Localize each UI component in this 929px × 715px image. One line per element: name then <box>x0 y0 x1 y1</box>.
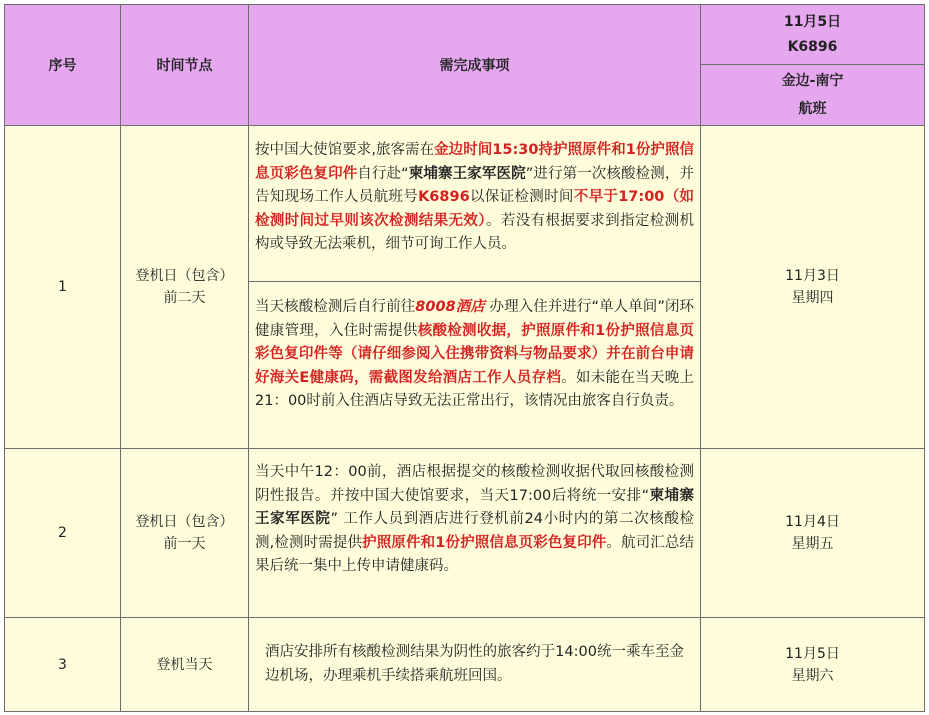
row1-para1-s7: 以保证检测时间 <box>469 189 574 205</box>
header-route-text: 金边-南宁 <box>781 73 844 89</box>
row3-time <box>120 617 249 712</box>
row2-date-text: 11月4日 <box>785 514 840 530</box>
row1-para2 <box>249 296 700 414</box>
row1-time <box>120 125 249 449</box>
row2-para-s1: 当天中午12：00前，酒店根据提交的核酸检测收据代取回核酸检测阴性报告。并按中国大使馆要求，当天17:00后将统一安排“ <box>255 464 694 504</box>
row2-task <box>248 448 701 618</box>
row2-date <box>700 448 925 618</box>
header-time-label: 时间节点 <box>156 58 213 74</box>
row1-para2-s4: 核酸检测收据，护照原件和1份护照信息页彩色复印件等（请仔细参阅入住携带资料与物品要求）并在前台申请好海关E健康码，需截图发给酒店工作人员存档 <box>255 322 694 386</box>
header-index-label: 序号 <box>48 58 77 74</box>
row1-time-line2: 前二天 <box>163 290 206 306</box>
row1-para1-s5: ”进行第一次核酸检测，并告知现场工作人员航班号 <box>255 165 695 205</box>
row1-para1-s3: 自行赴“ <box>357 165 409 182</box>
row3-date-text: 11月5日 <box>785 645 840 662</box>
row1-task-bottom <box>248 281 701 449</box>
row2-time-line1: 登机日（包含） <box>135 514 234 530</box>
row1-date-text: 11月3日 <box>785 268 840 284</box>
header-index <box>4 4 121 126</box>
row1-index-text: 1 <box>58 279 67 295</box>
row3-index-text: 3 <box>58 656 67 673</box>
row2-para-s4: 护照原件和1份护照信息页彩色复印件 <box>362 534 607 551</box>
header-flight-no: K6896 <box>787 38 838 55</box>
row2-para <box>249 461 700 579</box>
row2-time-line2: 前一天 <box>163 536 206 552</box>
row1-index <box>4 125 121 449</box>
row2-time <box>120 448 249 618</box>
row1-para1-s2: 金边时间15:30持护照原件和1份护照信息页彩色复印件 <box>255 142 694 182</box>
row1-para2-s1: 当天核酸检测后自行前往 <box>255 299 416 315</box>
row1-task-top <box>248 125 701 282</box>
row3-index <box>4 617 121 712</box>
header-time <box>120 4 249 126</box>
row3-time-text: 登机当天 <box>156 656 213 673</box>
row2-para-s3: ” 工作人员到酒店进行登机前24小时内的第二次核酸检测,检测时需提供 <box>255 511 695 551</box>
header-date-flight <box>700 4 925 65</box>
row2-para-s5: 。航司汇总结果后统一集中上传申请健康码。 <box>255 534 695 574</box>
header-task-label: 需完成事项 <box>439 58 510 74</box>
row2-index-text: 2 <box>58 525 67 541</box>
row1-weekday: 星期四 <box>791 290 834 306</box>
header-task <box>248 4 701 126</box>
row1-para1-hospital: 柬埔寨王家军医院 <box>408 165 526 182</box>
row1-para2-s3: 办理入住并进行“单人单间”闭环健康管理，入住时需提供 <box>255 299 695 339</box>
row1-para2-s5: 。如未能在当天晚上21：00时前入住酒店导致无法正常出行，该情况由旅客自行负责。 <box>255 369 695 409</box>
row1-para1-flight: K6896 <box>418 189 470 205</box>
row2-index <box>4 448 121 618</box>
row1-para2-hotel: 8008酒店 <box>415 299 485 315</box>
header-route <box>700 64 925 126</box>
row3-date <box>700 617 925 712</box>
row1-para1-s1: 按中国大使馆要求,旅客需在 <box>255 142 435 158</box>
row1-date <box>700 125 925 449</box>
row1-para1-s8: 不早于17:00（如检测时间过早则该次检测结果无效） <box>255 189 695 229</box>
row2-para-hospital: 柬埔寨王家军医院 <box>255 487 695 527</box>
row1-time-line1: 登机日（包含） <box>135 268 234 284</box>
row2-weekday: 星期五 <box>791 536 834 552</box>
row3-task <box>248 617 701 712</box>
row3-para: 酒店安排所有核酸检测结果为阴性的旅客约于14:00统一乘车至金边机场，办理乘机手续搭乘航班回国。 <box>265 644 684 684</box>
row1-para1 <box>249 139 700 257</box>
row3-weekday: 星期六 <box>791 667 834 684</box>
header-date: 11月5日 <box>783 13 842 30</box>
row1-para1-s9: 。若没有根据要求到指定检测机构或导致无法乘机，细节可询工作人员。 <box>255 212 695 252</box>
header-flight-label: 航班 <box>798 101 827 117</box>
